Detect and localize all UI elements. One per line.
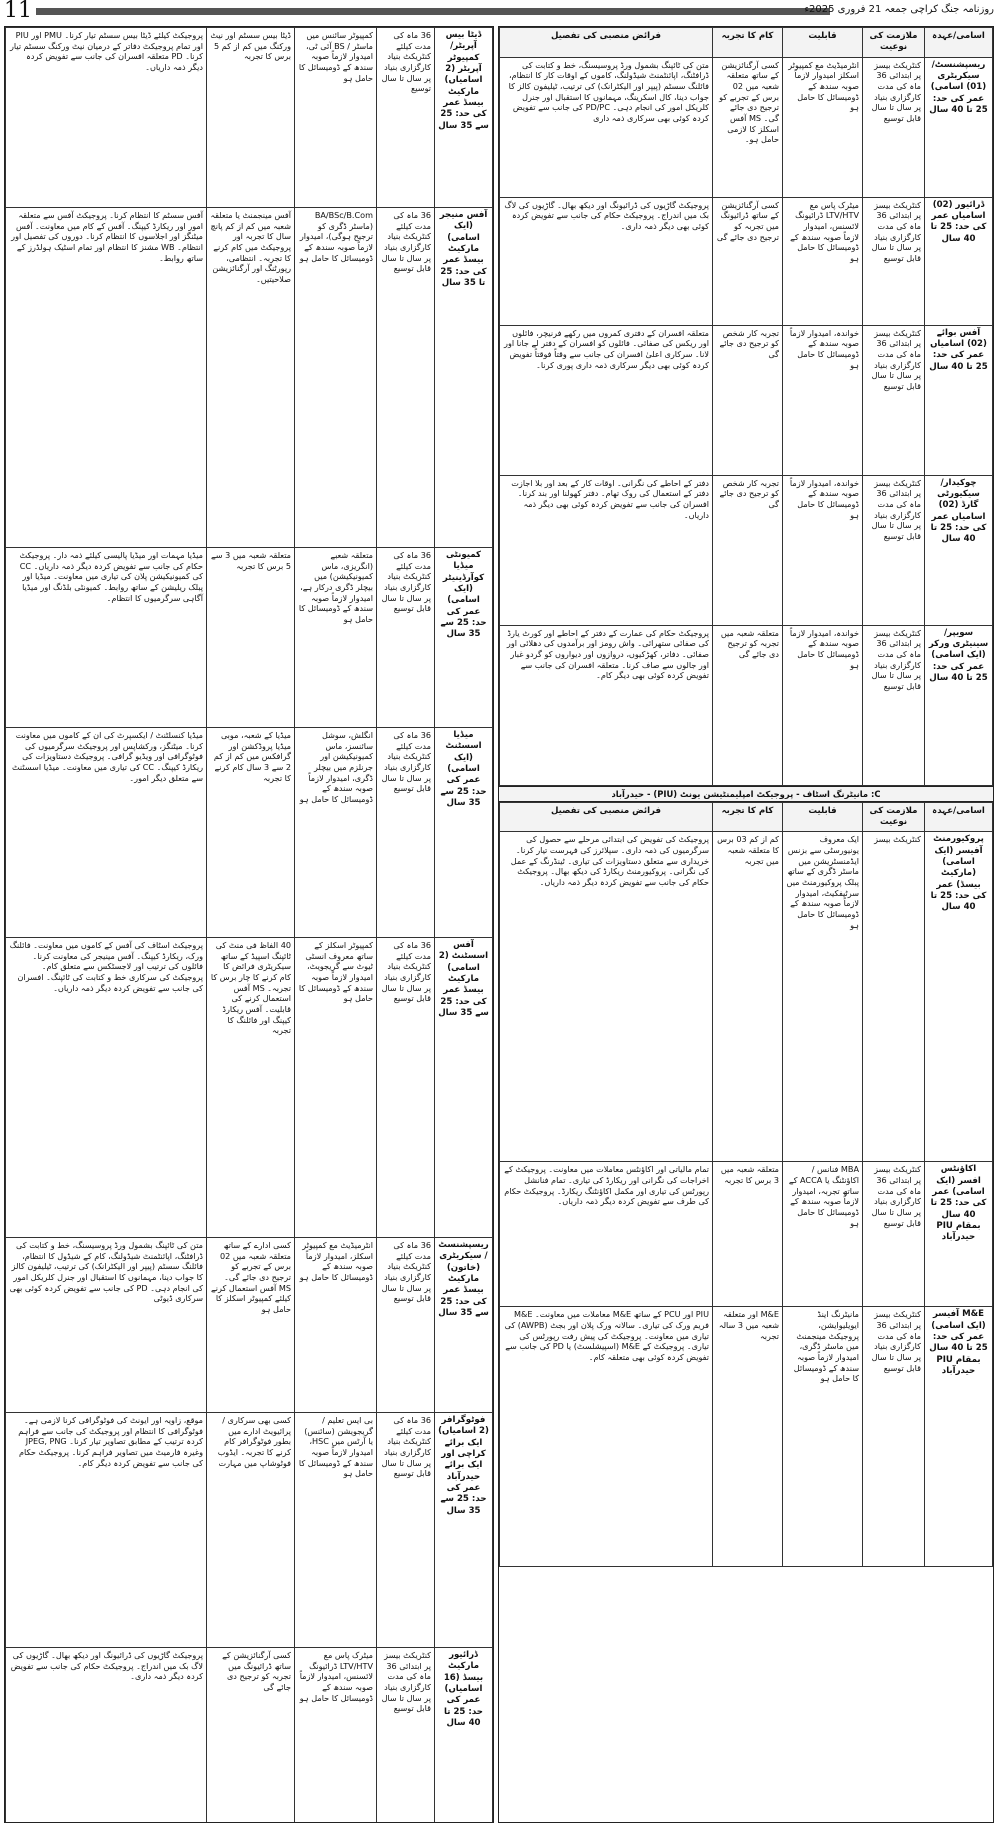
cell-post: آفس بوائے (02) اسامیاں عمر کی حد: 25 تا 40 سال bbox=[925, 325, 993, 475]
cell-experience: آفس مینجمنٹ یا متعلقہ شعبہ میں کم از کم پانچ سال کا تجربہ اور پروجیکٹ میں کام کرنے کا تجربہ۔ انتظامی، رپورٹنگ اور آرگنائزیشن صلاحیتیں۔ bbox=[207, 208, 295, 548]
cell-nature: کنٹریکٹ بیسز پر ابتدائی 36 ماہ کی مدت کارگزاری بنیاد پر سال تا سال قابل توسیع bbox=[863, 475, 925, 625]
cell-experience: کسی آرگنائزیشن کے ساتھ متعلقہ شعبہ میں 02 برس کے تجربے کو ترجیح دی جائے گی۔ MS آفس اسکلز کا لازمی حامل ہو۔ bbox=[713, 57, 783, 197]
cell-duties: آفس سسٹم کا انتظام کرنا۔ پروجیکٹ آفس سے متعلقہ امور اور ریکارڈ کیپنگ۔ آفس کے کام میں معاونت۔ آفس میٹنگز اور اجلاسوں کا انتظام کرنا۔ دوروں کی تفصیل اور انتظام۔ WB مشنز کا انتظام اور تمام اسٹیک ہولڈرز کے ساتھ روابط۔ bbox=[6, 208, 207, 548]
cell-nature: 36 ماہ کی مدت کیلئے کنٹریکٹ بنیاد کارگزاری بنیاد پر سال تا سال توسیع bbox=[377, 28, 435, 208]
cell-post: ڈرائیور (02) اسامیاں عمر کی حد: 25 تا 40 سال bbox=[925, 197, 993, 325]
table-row bbox=[500, 197, 993, 325]
job-table-left bbox=[5, 27, 493, 1823]
dateline: روزنامہ جنگ کراچی جمعہ 21 فروری 2025ء bbox=[804, 4, 994, 15]
right-column-table bbox=[498, 26, 994, 1823]
column-header: ملازمت کی نوعیت bbox=[863, 802, 925, 832]
cell-duties: تمام مالیاتی اور اکاؤنٹس معاملات میں معاونت۔ پروجیکٹ کے اخراجات کی نگرانی اور ریکارڈ کی تیاری۔ تمام فنانشل رپورٹس کی تیاری اور مکمل اکاؤنٹنگ ریکارڈ۔ پروجیکٹ حکام کی طرف سے تفویض کردہ دیگر ذمہ داریاں۔ bbox=[500, 1162, 713, 1307]
column-header: کام کا تجربہ bbox=[713, 28, 783, 58]
cell-post: آفس اسسٹنٹ (2 اسامی) مارکیٹ بیسڈ عمر کی حد: 25 سے 35 سال bbox=[435, 938, 493, 1238]
cell-experience: کسی آرگنائزیشن کے ساتھ ڈرائیونگ میں تجربہ کو ترجیح دی جائے گی bbox=[207, 1648, 295, 1824]
cell-qualification: انٹرمیڈیٹ مع کمپیوٹر اسکلز، امیدوار لازماً صوبہ سندھ کے ڈومیسائل کا حامل ہو bbox=[295, 1238, 377, 1413]
cell-duties: دفتر کے احاطے کی نگرانی۔ اوقات کار کے بعد اور بلا اجازت دفتر کے استعمال کی روک تھام۔ دفتر کھولنا اور بند کرنا۔ افسران کی جانب سے تفویض کردہ کوئی بھی دیگر ذمہ داریاں۔ bbox=[500, 475, 713, 625]
cell-experience: متعلقہ شعبہ میں 3 برس کا تجربہ bbox=[713, 1162, 783, 1307]
cell-qualification: متعلقہ شعبے (انگریزی، ماس کمیونیکیشن) میں بیچلر ڈگری درکار ہے، امیدوار لازماً صوبہ سندھ کے ڈومیسائل کا حامل ہو bbox=[295, 548, 377, 728]
cell-experience: تجربہ کار شخص کو ترجیح دی جائے گی bbox=[713, 475, 783, 625]
cell-post: فوٹوگرافر (2 اسامیاں) ایک برائے کراچی اور ایک برائے حیدرآباد عمر کی حد: 25 سے 35 سال bbox=[435, 1413, 493, 1648]
column-header: قابلیت bbox=[783, 28, 863, 58]
table-row bbox=[6, 28, 493, 208]
table-row bbox=[6, 548, 493, 728]
cell-qualification: ایک معروف یونیورسٹی سے بزنس ایڈمنسٹریشن میں ماسٹر ڈگری کے ساتھ پبلک پروکیورمنٹ میں سرٹیفکیٹ، امیدوار لازماً صوبہ سندھ کے ڈومیسائل کا حامل ہو bbox=[783, 832, 863, 1162]
column-header: ملازمت کی نوعیت bbox=[863, 28, 925, 58]
cell-post: اکاؤنٹس افسر (ایک اسامی) عمر کی حد: 25 تا 40 سال بمقام PIU حیدرآباد bbox=[925, 1162, 993, 1307]
cell-duties: پروجیکٹ کیلئے ڈیٹا بیس سسٹم تیار کرنا۔ PMU اور PIU اور تمام پروجیکٹ دفاتر کے درمیان نیٹ ورکنگ سسٹم تیار کرنا۔ PD متعلقہ افسران کی جانب سے تفویض کردہ دیگر ذمہ داریاں۔ bbox=[6, 28, 207, 208]
cell-post: ریسپشنسٹ/ سیکریٹری (خاتون) مارکیٹ بیسڈ عمر کی حد: 25 سے 35 سال bbox=[435, 1238, 493, 1413]
cell-nature: 36 ماہ کی مدت کیلئے کنٹریکٹ بنیاد کارگزاری بنیاد پر سال تا سال قابل توسیع bbox=[377, 1413, 435, 1648]
table-row bbox=[500, 1162, 993, 1307]
cell-post: M&E آفیسر (ایک اسامی) عمر کی حد: 25 تا 40 سال بمقام PIU حیدرآباد bbox=[925, 1307, 993, 1567]
left-column-table bbox=[4, 26, 494, 1823]
cell-qualification: خواندہ، امیدوار لازماً صوبہ سندھ کے ڈومیسائل کا حامل ہو bbox=[783, 475, 863, 625]
cell-qualification: انگلش، سوشل سائنسز، ماس کمیونیکیشن اور جرنلزم میں بیچلر ڈگری، امیدوار لازماً صوبہ سندھ کے ڈومیسائل کا حامل ہو bbox=[295, 728, 377, 938]
cell-duties: پروجیکٹ کی تفویض کی ابتدائی مرحلے سے حصول کی سرگرمیوں کی ذمہ داری۔ سپلائرز کی فہرست تیار کرنا۔ خریداری سے متعلق دستاویزات کی تیاری۔ ٹینڈرنگ کے عمل کی نگرانی۔ پروکیورمنٹ ریکارڈ کی دیکھ بھال۔ پروجیکٹ حکام کی جانب سے تفویض کردہ دیگر ذمہ داریاں۔ bbox=[500, 832, 713, 1162]
cell-post: پروکیورمنٹ آفیسر (ایک اسامی) (مارکیٹ بیسڈ) عمر کی حد: 25 تا 40 سال bbox=[925, 832, 993, 1162]
cell-nature: 36 ماہ کی مدت کیلئے کنٹریکٹ بنیاد کارگزاری بنیاد پر سال تا سال قابل توسیع bbox=[377, 938, 435, 1238]
table-row bbox=[6, 1648, 493, 1824]
cell-post: ڈیٹا بیس آپریٹر/ کمپیوٹر آپریٹر (2 اسامیاں) مارکیٹ بیسڈ عمر کی حد: 25 سے 35 سال bbox=[435, 28, 493, 208]
cell-duties: پروجیکٹ گاڑیوں کی ڈرائیونگ اور دیکھ بھال۔ گاڑیوں کی لاگ بک میں اندراج۔ پروجیکٹ حکام کی جانب سے تفویض کردہ کوئی بھی دیگر ذمہ داری۔ bbox=[500, 197, 713, 325]
cell-experience: متعلقہ شعبہ میں 3 سے 5 برس کا تجربہ bbox=[207, 548, 295, 728]
cell-experience: کسی آرگنائزیشن کے ساتھ ڈرائیونگ میں تجربہ کو ترجیح دی جائے گی bbox=[713, 197, 783, 325]
cell-experience: کم از کم 03 برس کا متعلقہ شعبہ میں تجربہ bbox=[713, 832, 783, 1162]
cell-nature: کنٹریکٹ بیسز پر ابتدائی 36 ماہ کی مدت کارگزاری بنیاد پر سال تا سال قابل توسیع bbox=[863, 1162, 925, 1307]
column-header: فرائض منصبی کی تفصیل bbox=[500, 28, 713, 58]
cell-duties: متن کی ٹائپنگ بشمول ورڈ پروسیسنگ، خط و کتابت کی ڈرافٹنگ، اپائنٹمنٹ شیڈولنگ، کاموں کے اوقات کار کا انتظام، فائلنگ سسٹم (پیپر اور الیکٹرانک) کی ترتیب، ٹیلیفون کالز کا جواب دینا، کال اسکرینگ، مہمانوں کا استقبال اور جنرل کلریکل امور کی انجام دہی۔ PD/PC کی جانب سے تفویض کردہ کوئی بھی سرکاری ذمہ داری bbox=[500, 57, 713, 197]
table-row bbox=[500, 1307, 993, 1567]
cell-post: میڈیا اسسٹنٹ (ایک اسامی) عمر کی حد: 25 سے 35 سال bbox=[435, 728, 493, 938]
table-row bbox=[500, 57, 993, 197]
cell-post: چوکیدار/سیکیورٹی گارڈ (02) اسامیاں عمر کی حد: 25 تا 40 سال bbox=[925, 475, 993, 625]
cell-qualification: میٹرک پاس مع LTV/HTV ڈرائیونگ لائسنس، امیدوار لازماً صوبہ سندھ کے ڈومیسائل کا حامل ہو bbox=[783, 197, 863, 325]
cell-duties: میڈیا کنسلٹنٹ / ایکسپرٹ کی ان کے کاموں میں معاونت کرنا۔ میٹنگز، ورکشاپس اور پروجیکٹ سرگرمیوں کی فوٹوگرافی اور ویڈیو گرافی۔ پروجیکٹ دستاویزات کی ریکارڈ کیپنگ۔ CC کی تیاری میں معاونت۔ میڈیا اسسٹنٹ سے متعلق دیگر امور۔ bbox=[6, 728, 207, 938]
cell-qualification: BA/BSc/B.Com (ماسٹر ڈگری کو ترجیح ہوگی)، امیدوار لازماً صوبہ سندھ کے ڈومیسائل کا حامل ہو bbox=[295, 208, 377, 548]
table-row bbox=[6, 938, 493, 1238]
job-table-lower bbox=[499, 802, 993, 1568]
cell-nature: 36 ماہ کی مدت کیلئے کنٹریکٹ بنیاد کارگزاری بنیاد پر سال تا سال قابل توسیع bbox=[377, 548, 435, 728]
cell-duties: پروجیکٹ حکام کی عمارت کے دفتر کے احاطے اور کورٹ یارڈ کی صفائی ستھرائی۔ واش رومز اور برآمدوں کی دھلائی اور صفائی۔ دفاتر، کھڑکیوں، دروازوں اور دیواروں کو گردو غبار اور جالوں سے صاف کرنا۔ متعلقہ افسران کی جانب سے تفویض کردہ کوئی بھی دیگر کام۔ bbox=[500, 625, 713, 785]
cell-post: سویپر/سینیٹری ورکر (ایک اسامی) عمر کی حد: 25 تا 40 سال bbox=[925, 625, 993, 785]
cell-experience: 40 الفاظ فی منٹ کی ٹائپنگ اسپیڈ کے ساتھ سیکریٹری فرائض کا کام کرنے کا چار برس کا تجربہ۔ MS آفس استعمال کرنے کی قابلیت۔ آفس ریکارڈ کیپنگ اور فائلنگ کا تجربہ bbox=[207, 938, 295, 1238]
cell-experience: کسی بھی سرکاری / پرائیویٹ ادارے میں بطور فوٹوگرافر کام کرنے کا تجربہ۔ ایڈوب فوٹوشاپ میں مہارت bbox=[207, 1413, 295, 1648]
cell-qualification: کمپیوٹر اسکلز کے ساتھ معروف انسٹی ٹیوٹ سے گریجویٹ، امیدوار لازماً صوبہ سندھ کے ڈومیسائل کا حامل ہو bbox=[295, 938, 377, 1238]
cell-qualification: خواندہ، امیدوار لازماً صوبہ سندھ کے ڈومیسائل کا حامل ہو bbox=[783, 325, 863, 475]
masthead bbox=[0, 0, 1000, 22]
cell-duties: پروجیکٹ گاڑیوں کی ڈرائیونگ اور دیکھ بھال۔ گاڑیوں کی لاگ بک میں اندراج۔ پروجیکٹ حکام کی جانب سے تفویض کردہ دیگر ذمہ داری۔ bbox=[6, 1648, 207, 1824]
cell-experience: متعلقہ شعبہ میں تجربہ کو ترجیح دی جائے گی bbox=[713, 625, 783, 785]
column-header: اسامی/عہدہ bbox=[925, 802, 993, 832]
cell-qualification: بی ایس تعلیم / گریجویشن (سائنس) یا آرٹس میں HSC، امیدوار لازماً صوبہ سندھ کے ڈومیسائل کا حامل ہو bbox=[295, 1413, 377, 1648]
cell-post: ڈرائیور مارکیٹ بیسڈ (16 اسامیاں) عمر کی حد: 25 تا 40 سال bbox=[435, 1648, 493, 1824]
cell-nature: کنٹریکٹ بیسز پر ابتدائی 36 ماہ کی مدت کارگزاری بنیاد پر سال تا سال قابل توسیع bbox=[863, 325, 925, 475]
table-row bbox=[500, 625, 993, 785]
cell-nature: کنٹریکٹ بیسز bbox=[863, 832, 925, 1162]
section-banner-piu: C: مانیٹرنگ اسٹاف - پروجیکٹ امپلیمنٹیشن یونٹ (PIU) - حیدرآباد bbox=[499, 786, 993, 802]
cell-experience: کسی ادارے کے ساتھ متعلقہ شعبہ میں 02 برس کے تجربے کو ترجیح دی جائے گی۔ MS آفس استعمال کرنے کیلئے کمپیوٹر اسکلز کا حامل ہو bbox=[207, 1238, 295, 1413]
cell-qualification: میٹرک پاس مع LTV/HTV ڈرائیونگ لائسنس، امیدوار لازماً صوبہ سندھ کے ڈومیسائل کا حامل ہو bbox=[295, 1648, 377, 1824]
cell-duties: متن کی ٹائپنگ بشمول ورڈ پروسیسنگ، خط و کتابت کی ڈرافٹنگ، اپائنٹمنٹ شیڈولنگ، کام کے شیڈول کا انتظام، فائلنگ سسٹم (پیپر اور الیکٹرانک) کی ترتیب، ٹیلیفون کالز کا جواب دینا، مہمانوں کا استقبال اور جنرل کلریکل امور کی انجام دہی۔ PD کی جانب سے تفویض کردہ کوئی بھی سرکاری ڈیوٹی bbox=[6, 1238, 207, 1413]
cell-qualification: MBA فنانس / اکاؤنٹنگ یا ACCA کے ساتھ تجربہ، امیدوار لازماً صوبہ سندھ کے ڈومیسائل کا حامل ہو bbox=[783, 1162, 863, 1307]
cell-duties: متعلقہ افسران کے دفتری کمروں میں رکھے فرنیچر، فائلوں اور ریکس کی صفائی۔ فائلوں کو افسران کے دفتر لے جانا اور لانا۔ سرکاری اعلیٰ افسران کی جانب سے وقتاً فوقتاً تفویض کردہ کوئی بھی دیگر سرکاری ذمہ داری پوری کرنا۔ bbox=[500, 325, 713, 475]
cell-nature: کنٹریکٹ بیسز پر ابتدائی 36 ماہ کی مدت کارگزاری بنیاد پر سال تا سال قابل توسیع bbox=[863, 1307, 925, 1567]
cell-experience: تجربہ کار شخص کو ترجیح دی جائے گی bbox=[713, 325, 783, 475]
table-row bbox=[500, 325, 993, 475]
cell-qualification: کمپیوٹر سائنس میں ماسٹر / BS آئی ٹی، امیدوار لازماً صوبہ سندھ کے ڈومیسائل کا حامل ہو bbox=[295, 28, 377, 208]
cell-duties: پروجیکٹ اسٹاف کی آفس کے کاموں میں معاونت۔ فائلنگ ورک، ریکارڈ کیپنگ۔ آفس مینیجر کی معاونت کرنا۔ فائلوں کی ترتیب اور لاجسٹکس سے متعلق کام۔ پروجیکٹ کی سرکاری خط و کتابت کی ٹائپنگ۔ افسران کی جانب سے تفویض کردہ دیگر ذمہ داریاں۔ bbox=[6, 938, 207, 1238]
cell-experience: ڈیٹا بیس سسٹم اور نیٹ ورکنگ میں کم از کم 5 برس کا تجربہ bbox=[207, 28, 295, 208]
table-row bbox=[6, 1413, 493, 1648]
cell-duties: PIU اور PCU کے ساتھ M&E معاملات میں معاونت۔ M&E فریم ورک کی تیاری۔ سالانہ ورک پلان اور بجٹ (AWPB) کی تیاری میں معاونت۔ پروجیکٹ کی پیش رفت رپورٹس کی تیاری۔ پروجیکٹ کے M&E (اسپیشلسٹ) یا PD کی جانب سے تفویض کردہ کوئی بھی متعلقہ کام۔ bbox=[500, 1307, 713, 1567]
column-header: فرائض منصبی کی تفصیل bbox=[500, 802, 713, 832]
masthead-rule bbox=[36, 8, 830, 15]
cell-duties: موقع، زاویہ اور ایونٹ کی فوٹوگرافی کرنا لازمی ہے۔ فوٹوگرافی کا انتظام اور پروجیکٹ کی جانب سے فراہم کردہ ترتیب کے مطابق تصاویر تیار کرنا۔ JPEG, PNG وغیرہ فارمیٹ میں تصاویر فراہم کرنا۔ پروجیکٹ حکام کی جانب سے تفویض کردہ دیگر کام۔ bbox=[6, 1413, 207, 1648]
cell-duties: میڈیا مہمات اور میڈیا پالیسی کیلئے ذمہ دار۔ پروجیکٹ حکام کی جانب سے تفویض کردہ دیگر ذمہ داریاں۔ CC کی کمیونیکیشن پلان کی تیاری میں معاونت۔ میڈیا اور پبلک ریلیشن کے ساتھ روابط۔ کمیونٹی بلڈنگ اور میڈیا آگاہی سرگرمیوں کا انتظام۔ bbox=[6, 548, 207, 728]
page-number: 11 bbox=[4, 0, 32, 23]
cell-nature: کنٹریکٹ بیسز پر ابتدائی 36 ماہ کی مدت کارگزاری بنیاد پر سال تا سال قابل توسیع bbox=[863, 57, 925, 197]
column-header: اسامی/عہدہ bbox=[925, 28, 993, 58]
cell-nature: 36 ماہ کی مدت کیلئے کنٹریکٹ بنیاد کارگزاری بنیاد پر سال تا سال قابل توسیع bbox=[377, 1238, 435, 1413]
table-row bbox=[500, 475, 993, 625]
cell-qualification: مانیٹرنگ اینڈ ایویلیوایشن، پروجیکٹ مینجمنٹ میں ماسٹر ڈگری، امیدوار لازماً صوبہ سندھ کے ڈومیسائل کا حامل ہو bbox=[783, 1307, 863, 1567]
column-header: قابلیت bbox=[783, 802, 863, 832]
cell-post: کمیونٹی میڈیا کوآرڈینیٹر (ایک اسامی) عمر کی حد: 25 سے 35 سال bbox=[435, 548, 493, 728]
cell-post: آفس منیجر (ایک اسامی) مارکیٹ بیسڈ عمر کی حد: 25 تا 35 سال bbox=[435, 208, 493, 548]
cell-qualification: انٹرمیڈیٹ مع کمپیوٹر اسکلز امیدوار لازماً صوبہ سندھ کے ڈومیسائل کا حامل ہو bbox=[783, 57, 863, 197]
column-header: کام کا تجربہ bbox=[713, 802, 783, 832]
cell-nature: کنٹریکٹ بیسز پر ابتدائی 36 ماہ کی مدت کارگزاری بنیاد پر سال تا سال قابل توسیع bbox=[377, 1648, 435, 1824]
cell-qualification: خواندہ، امیدوار لازماً صوبہ سندھ کے ڈومیسائل کا حامل ہو bbox=[783, 625, 863, 785]
cell-nature: کنٹریکٹ بیسز پر ابتدائی 36 ماہ کی مدت کارگزاری بنیاد پر سال تا سال قابل توسیع bbox=[863, 197, 925, 325]
cell-nature: 36 ماہ کی مدت کیلئے کنٹریکٹ بنیاد کارگزاری بنیاد پر سال تا سال قابل توسیع bbox=[377, 728, 435, 938]
cell-post: ریسپشنسٹ/ سیکریٹری (01) اسامی) عمر کی حد: 25 تا 40 سال bbox=[925, 57, 993, 197]
job-table-upper bbox=[499, 27, 993, 786]
table-row bbox=[500, 832, 993, 1162]
table-row bbox=[6, 1238, 493, 1413]
table-row bbox=[6, 208, 493, 548]
cell-experience: M&E اور متعلقہ شعبہ میں 3 سالہ تجربہ bbox=[713, 1307, 783, 1567]
cell-nature: کنٹریکٹ بیسز پر ابتدائی 36 ماہ کی مدت کارگزاری بنیاد پر سال تا سال قابل توسیع bbox=[863, 625, 925, 785]
table-row bbox=[6, 728, 493, 938]
cell-nature: 36 ماہ کی مدت کیلئے کنٹریکٹ بنیاد کارگزاری بنیاد پر سال تا سال قابل توسیع bbox=[377, 208, 435, 548]
cell-experience: میڈیا کے شعبہ، موبی میڈیا پروڈکشن اور گرافکس میں کم از کم 2 سے 3 سال کام کرنے کا تجربہ bbox=[207, 728, 295, 938]
